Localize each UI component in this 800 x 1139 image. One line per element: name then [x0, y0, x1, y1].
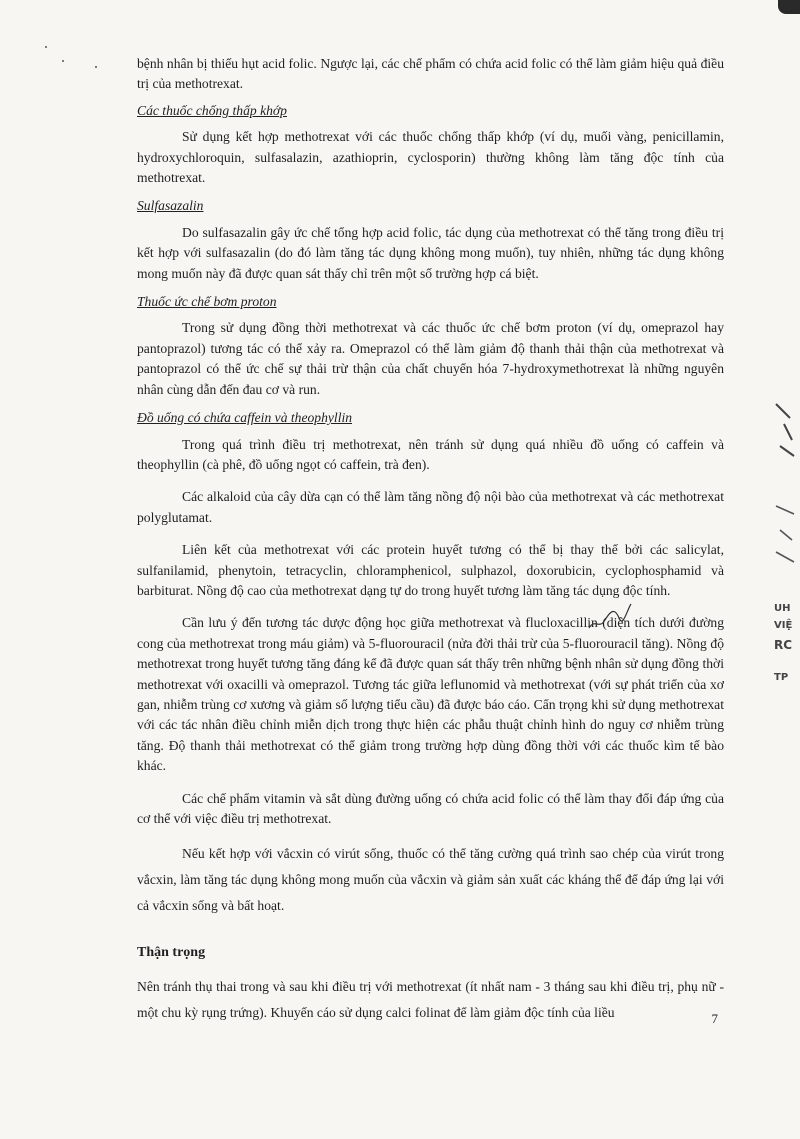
- stamp-text: UH: [774, 603, 791, 614]
- section-heading: Sulfasazalin: [137, 198, 204, 214]
- paragraph: Trong quá trình điều trị methotrexat, nên tránh sử dụng quá nhiều đồ uống có caffein và theophyllin (cà phê, đồ uống ngọt có caffein, trà đen).: [137, 436, 724, 472]
- stamp-fragment: [770, 400, 798, 460]
- paragraph: Các chế phẩm vitamin và sắt dùng đường uống có chứa acid folic có thể làm thay đổi đáp ứng của cơ thể với việc điều trị methotrexat.: [137, 790, 724, 826]
- scan-speck: [95, 66, 97, 68]
- stamp-fragment: [772, 500, 798, 570]
- paragraph: Trong sử dụng đồng thời methotrexat và các thuốc ức chế bơm proton (ví dụ, omeprazol hay pantoprazol) tương tác có thể xảy ra. Omeprazol có thể làm giảm độ thanh thải thận của methotrexat và pantoprazol có thể ức chế sự thải trừ thận của chất chuyển hóa 7-hydroxymethotrexat là những nguyên nhân cùng dẫn đến đau cơ và run.: [137, 320, 724, 397]
- scan-corner-mark: [778, 0, 800, 14]
- paragraph: Liên kết của methotrexat với các protein huyết tương có thể bị thay thế bởi các salicylat, sulfanilamid, phenytoin, tetracyclin, chloramphenicol, sulphazol, doxorubicin, cyclophosphamid và barbiturat. Nồng độ cao của methotrexat dạng tự do trong huyết tương làm tăng tác dụng độc tính.: [137, 542, 724, 598]
- section-heading: Thuốc ức chế bơm proton: [137, 294, 277, 310]
- stamp-text: RC: [774, 638, 793, 652]
- stamp-text: VIỆ: [774, 620, 793, 631]
- paragraph: Sử dụng kết hợp methotrexat với các thuốc chống thấp khớp (ví dụ, muối vàng, penicillamin, hydroxychloroquin, sulfasalazin, azathioprin, cyclosporin) thường không làm tăng độc tính của methotrexat.: [137, 129, 724, 186]
- paragraph: Nếu kết hợp với vắcxin có virút sống, thuốc có thể tăng cường quá trình sao chép của virút trong vắcxin, làm tăng tác dụng không mong muốn của vắcxin và giảm sản xuất các kháng thể để đáp ứng lại với cả vắcxin sống và bất hoạt.: [137, 846, 724, 914]
- section-heading: Đồ uống có chứa caffein và theophyllin: [137, 410, 353, 426]
- page-number: 7: [711, 1011, 718, 1026]
- paragraph: Cần lưu ý đến tương tác dược động học giữa methotrexat và flucloxacillin (diện tích dưới đường cong của methotrexat trong máu giảm) và 5-fluorouracil (nửa đời thải trừ của 5-fluorouracil tăng). Nồng độ methotrexat trong huyết tương tăng đáng kể đã được quan sát thấy trên những bệnh nhân sử dụng đồng thời methotrexat với oxacilli và omeprazol. Tương tác giữa leflunomid và methotrexat (với sự phát triển của xơ gan, nhiễm trùng cơ xương và giảm số lượng tiểu cầu) đã được báo cáo. Cẩn trọng khi sử dụng methotrexat với các tác nhân điều chỉnh miễn dịch trong thực hiện các phẫu thuật chỉnh hình do nguy cơ nhiễm trùng tăng. Độ thanh thải methotrexat có thể giảm trong trường hợp dùng đồng thời với các thuốc kìm tế bào khác.: [137, 615, 724, 774]
- precautions-heading: Thận trọng: [137, 945, 206, 961]
- section-heading: Các thuốc chống thấp khớp: [137, 102, 287, 118]
- paragraph: Các alkaloid của cây dừa cạn có thể làm tăng nồng độ nội bào của methotrexat và các methotrexat polyglutamat.: [137, 489, 724, 525]
- document-body: [137, 54, 724, 1026]
- precautions-paragraph: Nên tránh thụ thai trong và sau khi điều trị với methotrexat (ít nhất nam - 3 tháng sau khi điều trị, phụ nữ - một chu kỳ rụng trứng). Khuyến cáo sử dụng calci folinat để làm giảm độc tính của liều: [137, 978, 724, 1020]
- paragraph: Do sulfasazalin gây ức chế tổng hợp acid folic, tác dụng của methotrexat có thể tăng trong điều trị kết hợp với sulfasazalin (do đó làm tăng tác dụng không mong muốn), tuy nhiên, những tác dụng không mong muốn này đã được quan sát thấy chỉ trên một số trường hợp cá biệt.: [137, 224, 724, 281]
- scan-speck: [62, 60, 64, 62]
- stamp-text: TP: [774, 672, 789, 683]
- handwritten-mark: [585, 600, 635, 636]
- scan-speck: [45, 46, 47, 48]
- intro-paragraph: bệnh nhân bị thiếu hụt acid folic. Ngược lại, các chế phẩm có chứa acid folic có thể làm giảm hiệu quả điều trị của methotrexat.: [137, 56, 724, 92]
